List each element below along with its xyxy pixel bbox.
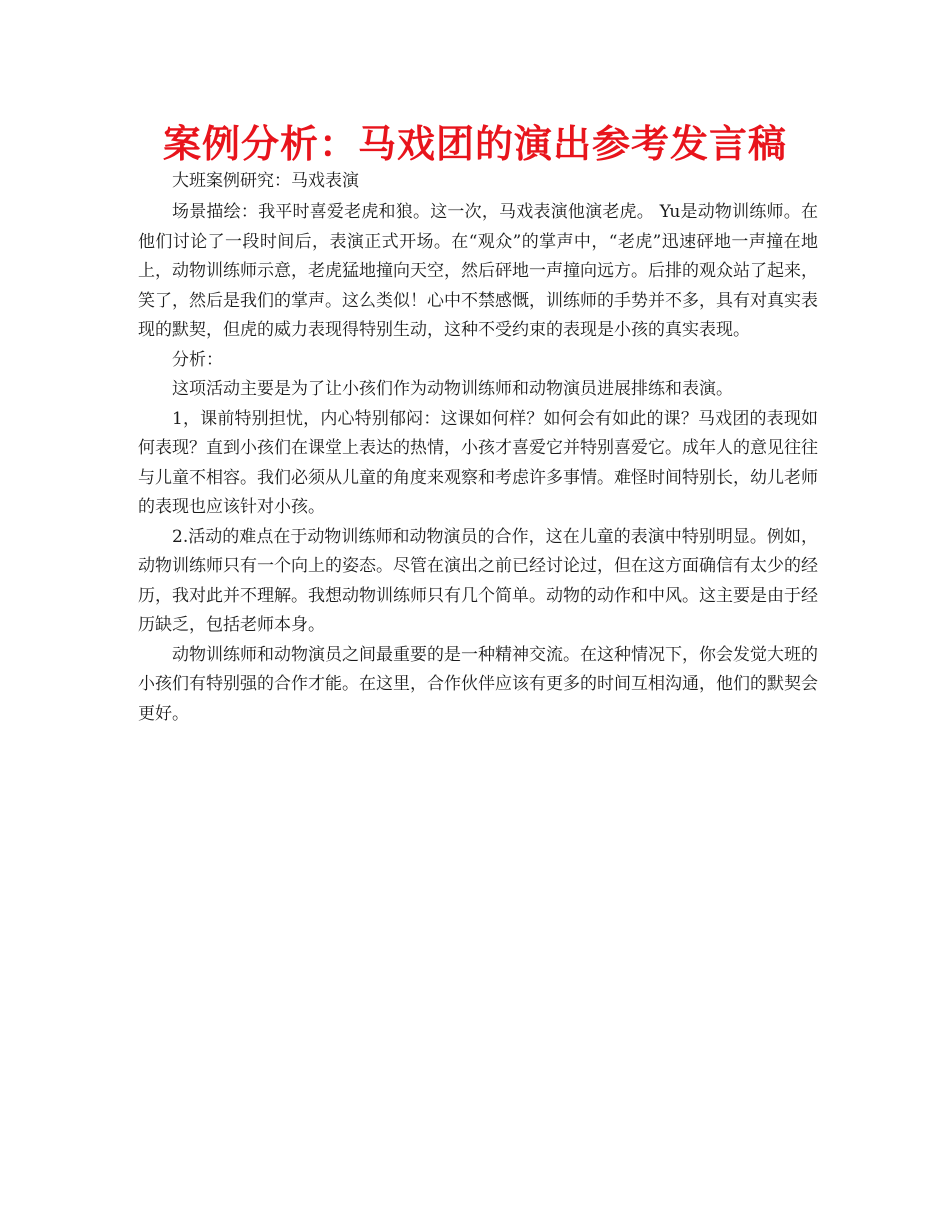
paragraph-analysis-heading: 分析：	[172, 349, 223, 370]
paragraph-conclusion: 动物训练师和动物演员之间最重要的是一种精神交流。在这种情况下，你会发觉大班的小孩们有特别强的合作才能。在这里，合作伙伴应该有更多的时间互相沟通，他们的默契会更好。	[138, 644, 818, 724]
document-title: 案例分析：马戏团的演出参考发言稿	[162, 122, 787, 166]
paragraph-subtitle: 大班案例研究：马戏表演	[172, 171, 359, 191]
paragraph-scene: 场景描绘：我平时喜爱老虎和狼。这一次，马戏表演他演老虎。 Yu是动物训练师。在他们讨论了一段时间后，表演正式开场。在“观众”的掌声中，“老虎”迅速砰地一声撞在地上，动物训练师示意，老虎猛地撞向天空，然后砰地一声撞向远方。后排的观众站了起来，笑了，然后是我们的掌声。这么类似！心中不禁感慨，训练师的手势并不多，具有对真实表现的默契，但虎的威力表现得特别生动，这种不受约束的表现是小孩的真实表现。	[138, 202, 818, 340]
document-body	[138, 168, 818, 729]
paragraph-point-2: 2.活动的难点在于动物训练师和动物演员的合作，这在儿童的表演中特别明显。例如，动物训练师只有一个向上的姿态。尽管在演出之前已经讨论过，但在这方面确信有太少的经历，我对此并不理解。我想动物训练师只有几个简单。动物的动作和中风。这主要是由于经历缺乏，包括老师本身。	[138, 526, 818, 635]
paragraph-point-1: 1，课前特别担忧，内心特别郁闷：这课如何样？如何会有如此的课？马戏团的表现如何表现？直到小孩们在课堂上表达的热情，小孩才喜爱它并特别喜爱它。成年人的意见往往与儿童不相容。我们必须从儿童的角度来观察和考虑许多事情。难怪时间特别长，幼儿老师的表现也应该针对小孩。	[138, 408, 818, 517]
paragraph-purpose: 这项活动主要是为了让小孩们作为动物训练师和动物演员进展排练和表演。	[172, 379, 733, 399]
